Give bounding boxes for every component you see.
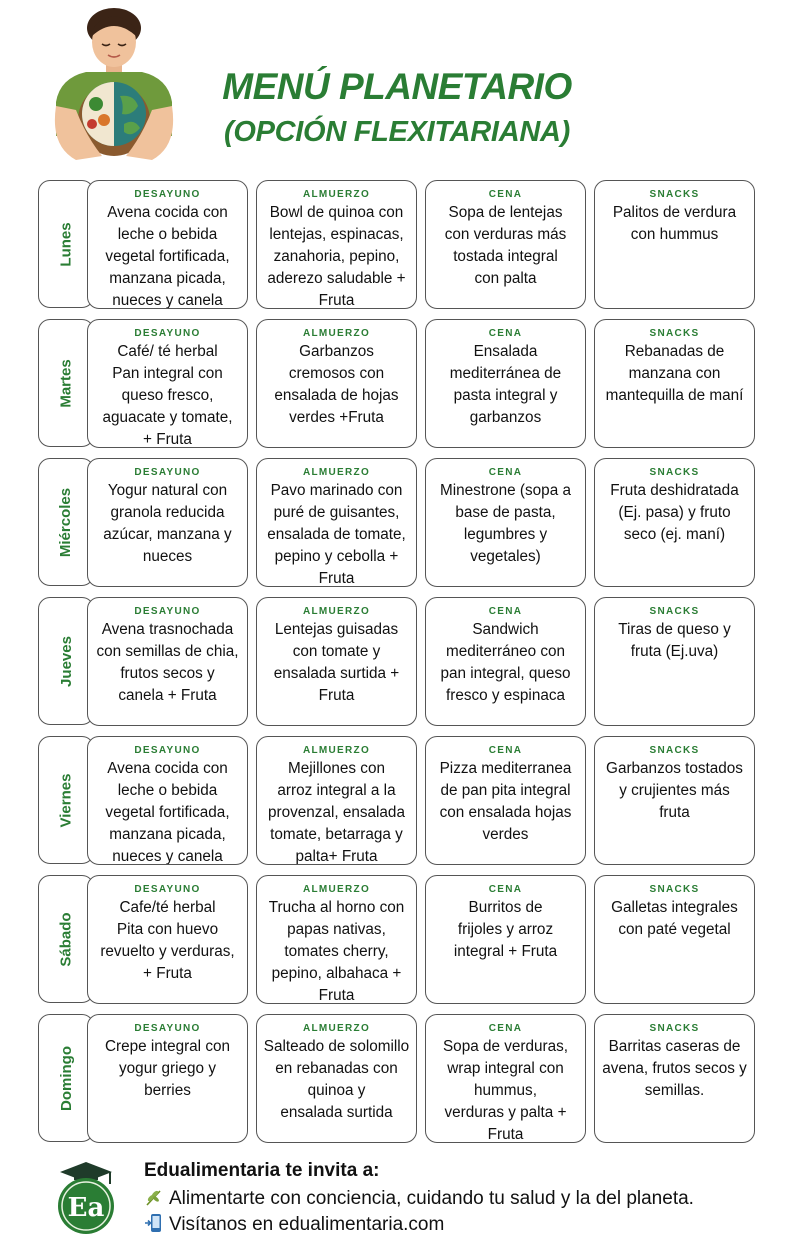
meal-description: Pizza mediterranea de pan pita integral con ensalada hojas verdes — [439, 760, 572, 843]
meal-cell-dinner — [425, 458, 586, 587]
day-row-martes — [38, 319, 758, 451]
day-label: Viernes — [57, 773, 75, 827]
meal-cell-snacks — [594, 1014, 755, 1143]
meal-description: Burritos de frijoles y arroz integral + Fruta — [453, 899, 558, 960]
meal-type-label: SNACKS — [649, 884, 700, 895]
meal-type-label: DESAYUNO — [134, 328, 201, 339]
meal-description: Sandwich mediterráneo con pan integral, queso fresco y espinaca — [440, 621, 571, 704]
meal-type-label: DESAYUNO — [134, 1023, 201, 1034]
meal-cell-snacks — [594, 875, 755, 1004]
meal-type-label: SNACKS — [649, 1023, 700, 1034]
herb-icon — [144, 1187, 164, 1207]
meal-type-label: ALMUERZO — [302, 189, 371, 200]
mobile-phone-icon — [144, 1213, 164, 1233]
meal-description: Sopa de verduras, wrap integral con hummus, verduras y palta + Fruta — [442, 1038, 568, 1143]
meal-description: Pavo marinado con puré de guisantes, ensalada de tomate, pepino y cebolla + Fruta — [267, 482, 406, 587]
meal-type-label: CENA — [488, 1023, 523, 1034]
day-row-domingo — [38, 1014, 758, 1146]
meal-cell-snacks — [594, 180, 755, 309]
footer — [0, 1150, 794, 1250]
meal-type-label: ALMUERZO — [302, 467, 371, 478]
meal-cell-breakfast — [87, 875, 248, 1004]
meal-cell-lunch — [256, 458, 417, 587]
meal-cell-lunch — [256, 597, 417, 726]
meal-type-label: SNACKS — [649, 328, 700, 339]
day-row-jueves — [38, 597, 758, 729]
logo-text: Ea — [67, 1193, 105, 1223]
meal-description: Minestrone (sopa a base de pasta, legumbres y vegetales) — [440, 482, 571, 565]
meal-cell-breakfast — [87, 736, 248, 865]
footer-line-1-text: Alimentarte con conciencia, cuidando tu salud y la del planeta. — [169, 1188, 694, 1209]
footer-line-2-text: Visítanos en edualimentaria.com — [169, 1214, 445, 1235]
meal-cell-breakfast — [87, 319, 248, 448]
meal-cell-lunch — [256, 1014, 417, 1143]
meal-description: Trucha al horno con papas nativas, tomates cherry, pepino, albahaca + Fruta — [268, 899, 405, 1004]
meal-type-label: ALMUERZO — [302, 884, 371, 895]
meal-description: Crepe integral con yogur griego y berries — [105, 1038, 230, 1099]
meal-type-label: CENA — [488, 467, 523, 478]
meal-type-label: DESAYUNO — [134, 745, 201, 756]
meal-cell-breakfast — [87, 1014, 248, 1143]
meal-description: Ensalada mediterránea de pasta integral y garbanzos — [449, 343, 562, 426]
meal-type-label: ALMUERZO — [302, 328, 371, 339]
meal-type-label: SNACKS — [649, 606, 700, 617]
meal-description: Garbanzos tostados y crujientes más fruta — [606, 760, 743, 821]
edualimentaria-logo — [54, 1160, 118, 1236]
page-title: MENÚ PLANETARIO — [222, 66, 572, 107]
meal-type-label: SNACKS — [649, 745, 700, 756]
meal-type-label: DESAYUNO — [134, 467, 201, 478]
meal-cell-dinner — [425, 736, 586, 865]
meal-description: Palitos de verdura con hummus — [612, 204, 737, 243]
meal-description: Avena cocida con leche o bebida vegetal fortificada, manzana picada, nueces y canela — [105, 760, 230, 865]
day-row-lunes — [38, 180, 758, 312]
meal-cell-dinner — [425, 319, 586, 448]
header — [0, 0, 794, 175]
day-row-miercoles — [38, 458, 758, 590]
meal-type-label: ALMUERZO — [302, 606, 371, 617]
meal-cell-lunch — [256, 736, 417, 865]
meal-cell-snacks — [594, 597, 755, 726]
meal-cell-breakfast — [87, 180, 248, 309]
meal-description: Tiras de queso y fruta (Ej.uva) — [618, 621, 731, 660]
meal-type-label: CENA — [488, 606, 523, 617]
meal-cell-dinner — [425, 180, 586, 309]
meal-description: Avena cocida con leche o bebida vegetal fortificada, manzana picada, nueces y canela — [105, 204, 230, 309]
meal-type-label: ALMUERZO — [302, 1023, 371, 1034]
day-label: Lunes — [57, 221, 75, 267]
footer-title: Edualimentaria te invita a: — [144, 1160, 380, 1181]
meal-description: Barritas caseras de avena, frutos secos y semillas. — [602, 1038, 747, 1099]
day-label: Miércoles — [57, 487, 75, 557]
day-label: Sábado — [57, 911, 75, 967]
day-label: Jueves — [57, 635, 75, 687]
meal-description: Lentejas guisadas con tomate y ensalada surtida + Fruta — [273, 621, 400, 704]
meal-cell-breakfast — [87, 597, 248, 726]
meal-type-label: CENA — [488, 189, 523, 200]
meal-type-label: SNACKS — [649, 467, 700, 478]
meal-description: Avena trasnochada con semillas de chia, frutos secos y canela + Fruta — [96, 621, 239, 704]
meal-cell-dinner — [425, 1014, 586, 1143]
meal-description: Yogur natural con granola reducida azúcar, manzana y nueces — [103, 482, 232, 565]
meal-cell-dinner — [425, 597, 586, 726]
meal-type-label: DESAYUNO — [134, 884, 201, 895]
meal-cell-dinner — [425, 875, 586, 1004]
meal-cell-breakfast — [87, 458, 248, 587]
day-label: Martes — [57, 358, 75, 408]
meal-description: Galletas integrales con paté vegetal — [611, 899, 738, 938]
day-row-viernes — [38, 736, 758, 868]
meal-type-label: CENA — [488, 745, 523, 756]
day-label: Domingo — [57, 1045, 75, 1111]
meal-type-label: SNACKS — [649, 189, 700, 200]
footer-line-1 — [144, 1187, 694, 1210]
meal-description: Cafe/té herbal Pita con huevo revuelto y verduras, + Fruta — [100, 899, 235, 982]
day-row-sabado — [38, 875, 758, 1007]
meal-type-label: CENA — [488, 884, 523, 895]
meal-description: Salteado de solomillo en rebanadas con quinoa y ensalada surtida — [263, 1038, 410, 1121]
meal-cell-lunch — [256, 319, 417, 448]
meal-description: Sopa de lentejas con verduras más tostada integral con palta — [444, 204, 567, 287]
meal-type-label: DESAYUNO — [134, 189, 201, 200]
meal-type-label: ALMUERZO — [302, 745, 371, 756]
meal-cell-snacks — [594, 319, 755, 448]
meal-type-label: CENA — [488, 328, 523, 339]
meal-description: Rebanadas de manzana con mantequilla de maní — [605, 343, 744, 404]
meal-description: Fruta deshidratada (Ej. pasa) y fruto seco (ej. maní) — [610, 482, 739, 543]
meal-cell-lunch — [256, 875, 417, 1004]
meal-cell-lunch — [256, 180, 417, 309]
footer-line-2 — [144, 1213, 444, 1236]
meal-cell-snacks — [594, 736, 755, 865]
meal-description: Mejillones con arroz integral a la provenzal, ensalada tomate, betarraga y palta+ Fruta — [268, 760, 405, 865]
meal-description: Bowl de quinoa con lentejas, espinacas, zanahoria, pepino, aderezo saludable + Fruta — [267, 204, 406, 309]
meal-type-label: DESAYUNO — [134, 606, 201, 617]
page-subtitle: (OPCIÓN FLEXITARIANA) — [224, 116, 570, 148]
meal-description: Garbanzos cremosos con ensalada de hojas verdes +Fruta — [274, 343, 399, 426]
meal-cell-snacks — [594, 458, 755, 587]
meal-description: Café/ té herbal Pan integral con queso fresco, aguacate y tomate, + Fruta — [102, 343, 233, 448]
